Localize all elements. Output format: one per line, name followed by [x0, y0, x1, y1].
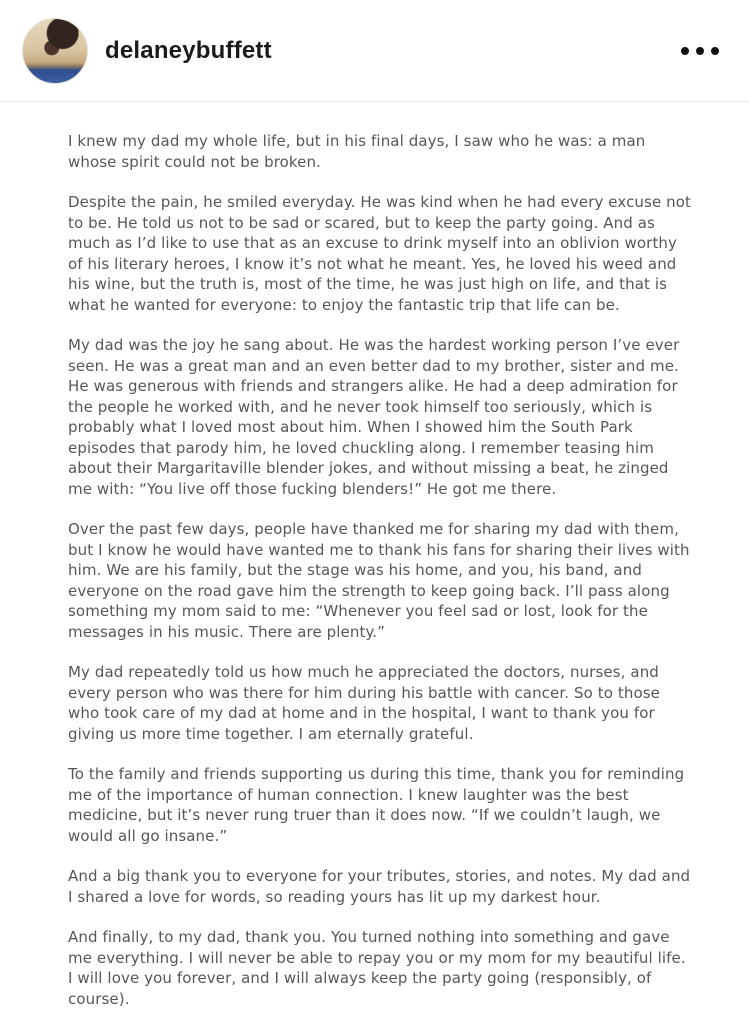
post-paragraph: Over the past few days, people have thanked me for sharing my dad with them, but I know he would have wanted me to thank his fans for sharing their lives with him. We are his family, but the stage was his home, and you, his band, and everyone on the road gave him the strength to keep going back. I’ll pass along something my mom said to me: “Whenever you feel sad or lost, look for the messages in his music. There are plenty.” — [68, 520, 690, 641]
ellipsis-icon — [696, 47, 704, 55]
ellipsis-icon — [681, 47, 689, 55]
ellipsis-icon — [711, 47, 719, 55]
post-text — [0, 102, 749, 1009]
post-paragraph: My dad was the joy he sang about. He was the hardest working person I’ve ever seen. He was a great man and an even better dad to my brother, sister and me. He was generous with friends and strangers alike. He had a deep admiration for the people he worked with, and he never took himself too seriously, which is probably what I loved most about him. When I showed him the South Park episodes that parody him, he loved chuckling along. I remember teasing him about their Margaritaville blender jokes, and without missing a beat, he zinged me with: “You live off those fucking blenders!” He got me there. — [68, 336, 680, 498]
more-options-button[interactable] — [681, 37, 719, 65]
post-header — [0, 0, 749, 102]
username[interactable]: delaneybuffett — [105, 36, 272, 64]
avatar[interactable] — [22, 18, 88, 84]
post-paragraph: And finally, to my dad, thank you. You turned nothing into something and gave me everything. I will never be able to repay you or my mom for my beautiful life. I will love you forever, and I will always keep the party going (responsibly, of course). — [68, 928, 686, 1008]
post-paragraph: I knew my dad my whole life, but in his final days, I saw who he was: a man whose spirit could not be broken. — [68, 132, 646, 171]
post-paragraph: Despite the pain, he smiled everyday. He was kind when he had every excuse not to be. He told us not to be sad or scared, but to keep the party going. And as much as I’d like to use that as an excuse to drink myself into an oblivion worthy of his literary heroes, I know it’s not what he meant. Yes, he loved his weed and his wine, but the truth is, most of the time, he was just high on life, and that is what he wanted for everyone: to enjoy the fantastic trip that life can be. — [68, 193, 692, 314]
post-paragraph: To the family and friends supporting us during this time, thank you for reminding me of the importance of human connection. I knew laughter was the best medicine, but it’s never rung truer than it does now. “If we couldn’t laugh, we would all go insane.” — [68, 765, 685, 845]
post-paragraph: And a big thank you to everyone for your tributes, stories, and notes. My dad and I shared a love for words, so reading yours has lit up my darkest hour. — [68, 867, 691, 906]
post-paragraph: My dad repeatedly told us how much he appreciated the doctors, nurses, and every person who was there for him during his battle with cancer. So to those who took care of my dad at home and in the hospital, I want to thank you for giving us more time together. I am eternally grateful. — [68, 663, 660, 743]
